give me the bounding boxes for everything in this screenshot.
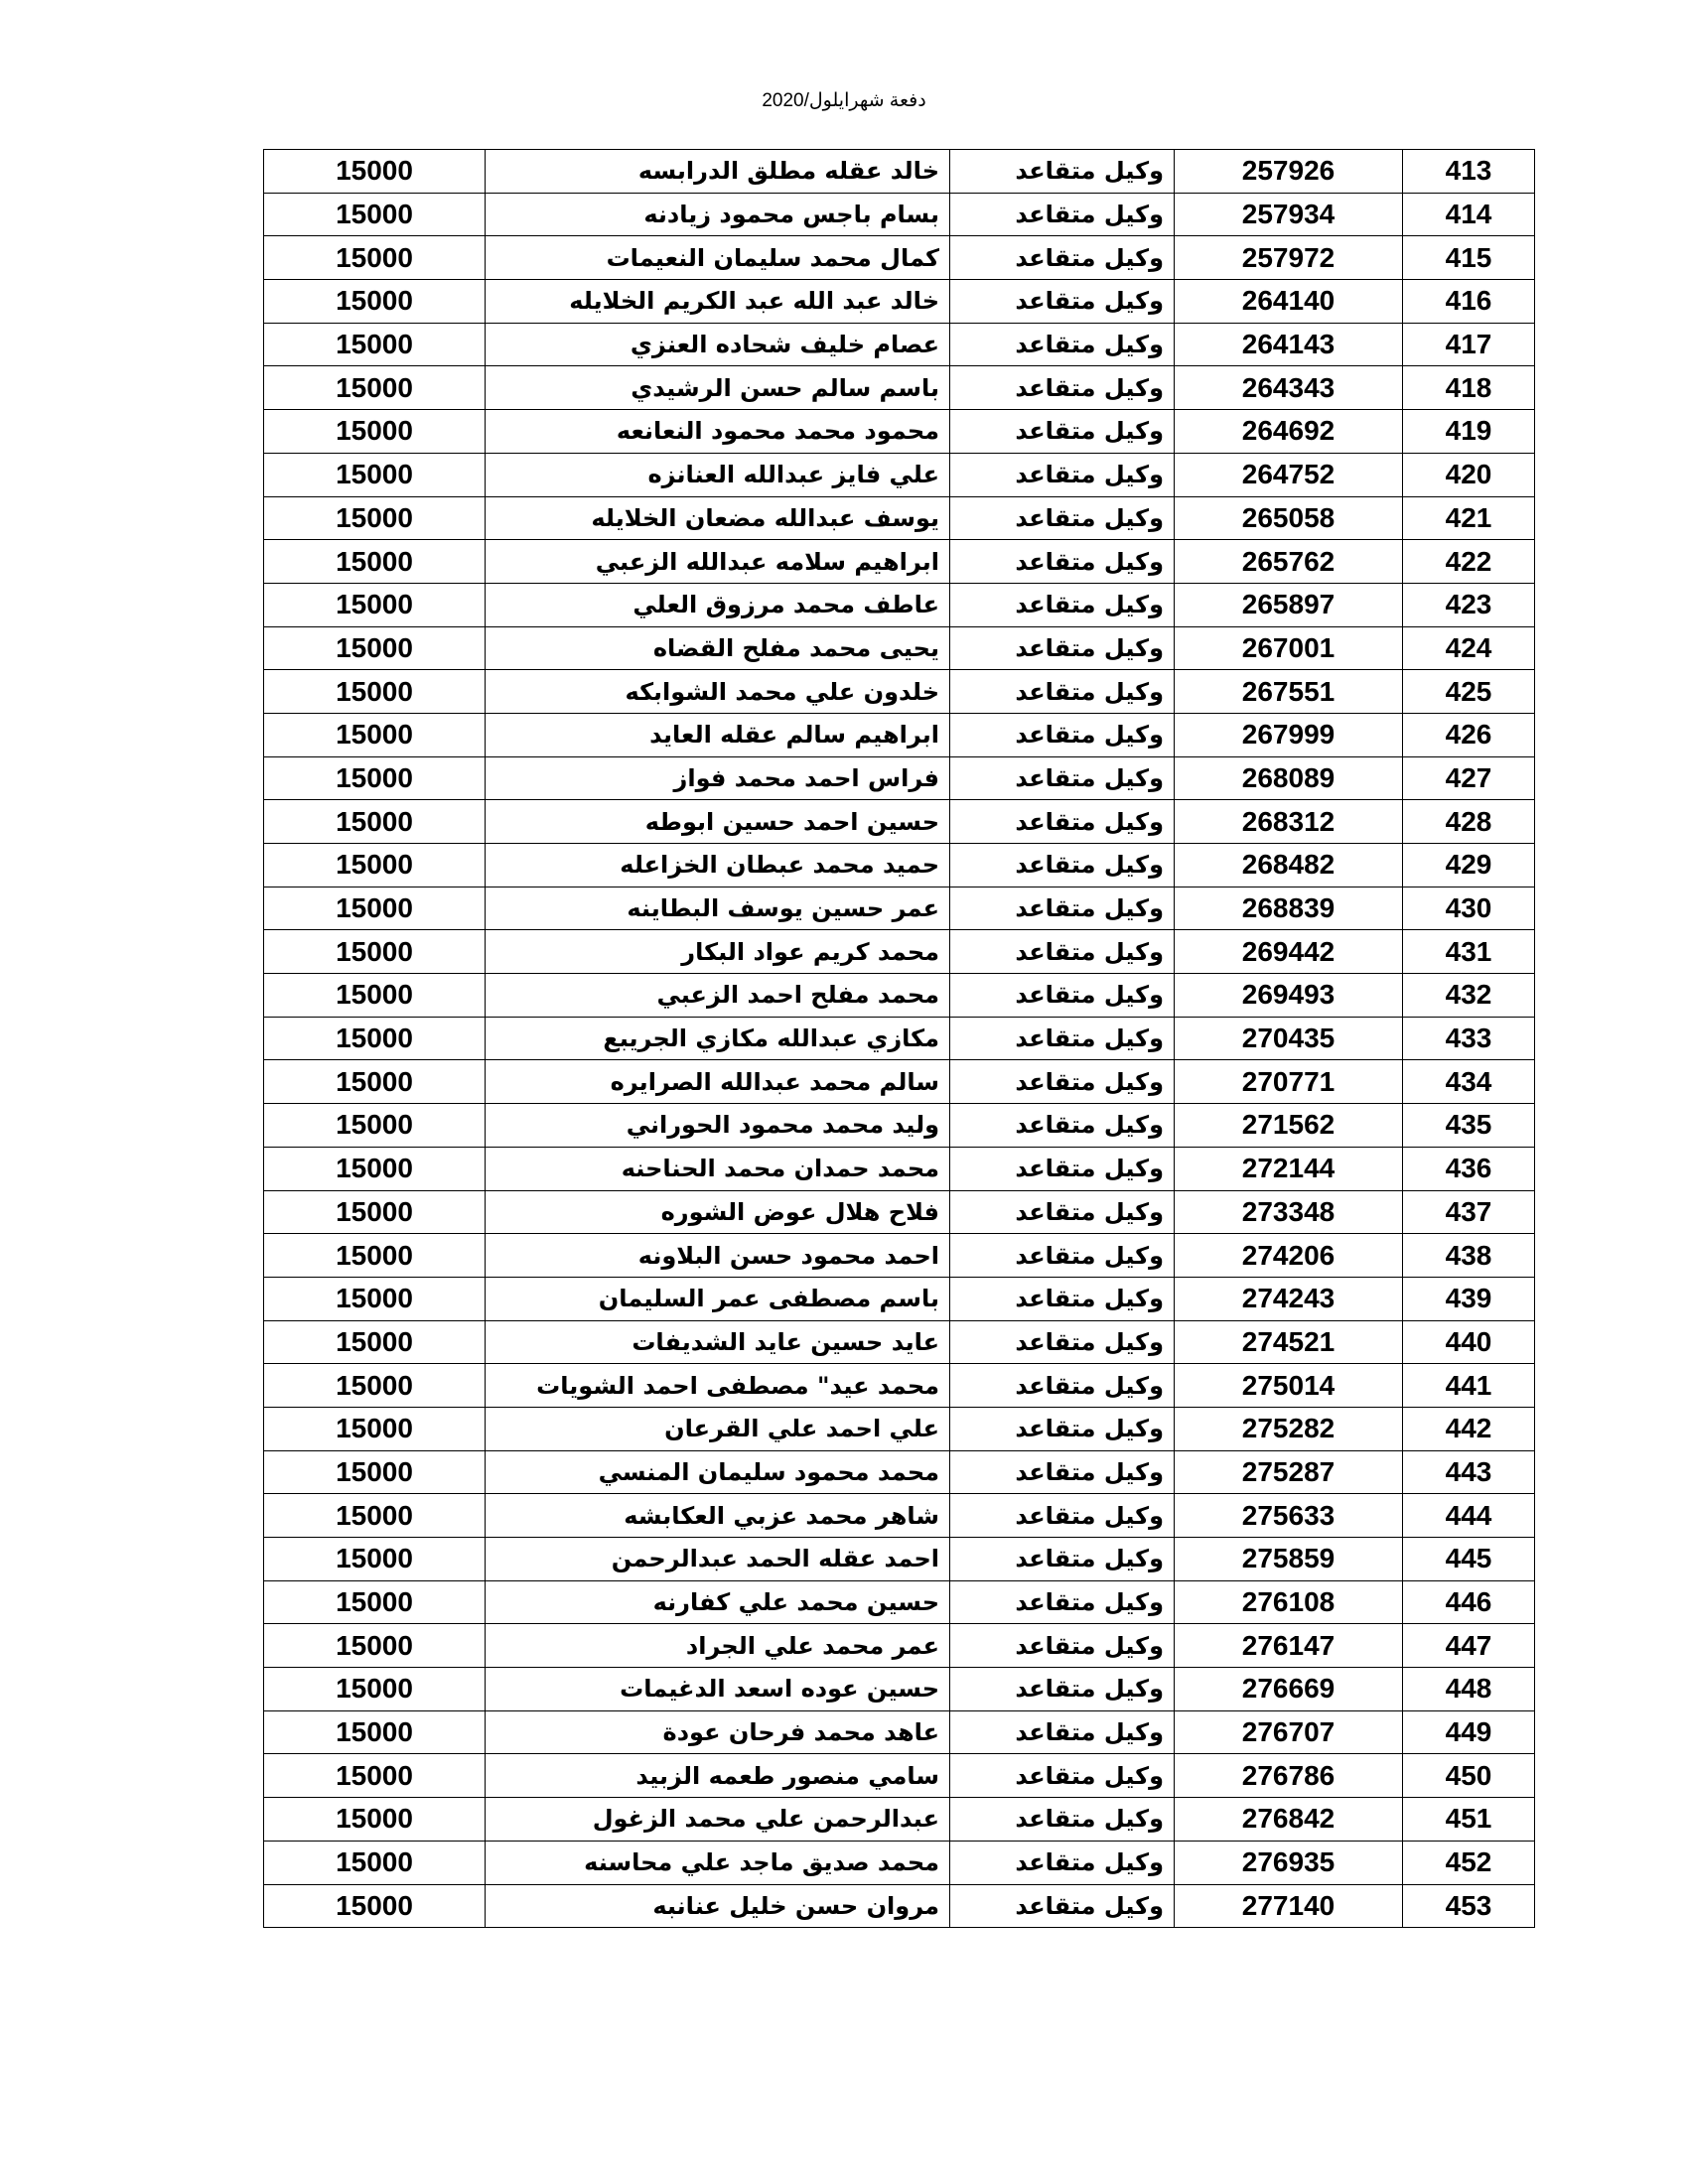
table-row [264,713,1535,756]
row-number-cell: 413 [1403,150,1535,194]
category-cell: وكيل متقاعد [950,540,1175,584]
amount-cell: 15000 [264,583,486,626]
person-name-cell: حسين عوده اسعد الدغيمات [486,1668,950,1711]
category-cell: وكيل متقاعد [950,1494,1175,1538]
id-number-cell: 276669 [1175,1668,1403,1711]
category-cell: وكيل متقاعد [950,1710,1175,1754]
amount-cell: 15000 [264,1147,486,1190]
row-number-cell: 450 [1403,1754,1535,1798]
person-name-cell: باسم سالم حسن الرشيدي [486,366,950,410]
category-cell: وكيل متقاعد [950,887,1175,930]
category-cell: وكيل متقاعد [950,496,1175,540]
amount-cell: 15000 [264,887,486,930]
amount-cell: 15000 [264,800,486,844]
id-number-cell: 273348 [1175,1190,1403,1234]
category-cell: وكيل متقاعد [950,1104,1175,1148]
category-cell: وكيل متقاعد [950,670,1175,714]
person-name-cell: خلدون علي محمد الشوابكه [486,670,950,714]
id-number-cell: 274243 [1175,1277,1403,1320]
table-row [264,1277,1535,1320]
category-cell: وكيل متقاعد [950,1841,1175,1884]
category-cell: وكيل متقاعد [950,453,1175,496]
amount-cell: 15000 [264,1538,486,1581]
row-number-cell: 452 [1403,1841,1535,1884]
id-number-cell: 257934 [1175,193,1403,236]
row-number-cell: 448 [1403,1668,1535,1711]
amount-cell: 15000 [264,1234,486,1278]
category-cell: وكيل متقاعد [950,1884,1175,1928]
person-name-cell: كمال محمد سليمان النعيمات [486,236,950,280]
row-number-cell: 423 [1403,583,1535,626]
row-number-cell: 437 [1403,1190,1535,1234]
category-cell: وكيل متقاعد [950,323,1175,366]
row-number-cell: 426 [1403,713,1535,756]
person-name-cell: باسم مصطفى عمر السليمان [486,1277,950,1320]
row-number-cell: 435 [1403,1104,1535,1148]
amount-cell: 15000 [264,150,486,194]
id-number-cell: 265058 [1175,496,1403,540]
id-number-cell: 264143 [1175,323,1403,366]
id-number-cell: 268089 [1175,756,1403,800]
row-number-cell: 424 [1403,626,1535,670]
id-number-cell: 267999 [1175,713,1403,756]
person-name-cell: عاطف محمد مرزوق العلي [486,583,950,626]
amount-cell: 15000 [264,496,486,540]
amount-cell: 15000 [264,280,486,324]
table-row [264,1538,1535,1581]
amount-cell: 15000 [264,1668,486,1711]
person-name-cell: ابراهيم سالم عقله العايد [486,713,950,756]
person-name-cell: عمر محمد علي الجراد [486,1624,950,1668]
id-number-cell: 276842 [1175,1798,1403,1842]
person-name-cell: علي احمد علي القرعان [486,1407,950,1450]
table-row [264,1017,1535,1060]
amount-cell: 15000 [264,844,486,887]
id-number-cell: 274206 [1175,1234,1403,1278]
table-row [264,800,1535,844]
person-name-cell: احمد عقله الحمد عبدالرحمن [486,1538,950,1581]
row-number-cell: 416 [1403,280,1535,324]
category-cell: وكيل متقاعد [950,1234,1175,1278]
amount-cell: 15000 [264,1798,486,1842]
amount-cell: 15000 [264,1450,486,1494]
table-row [264,626,1535,670]
table-row [264,1668,1535,1711]
person-name-cell: محمد صديق ماجد علي محاسنه [486,1841,950,1884]
category-cell: وكيل متقاعد [950,280,1175,324]
amount-cell: 15000 [264,1364,486,1408]
row-number-cell: 451 [1403,1798,1535,1842]
table-row [264,1234,1535,1278]
person-name-cell: حسين احمد حسين ابوطه [486,800,950,844]
amount-cell: 15000 [264,930,486,974]
id-number-cell: 275014 [1175,1364,1403,1408]
amount-cell: 15000 [264,713,486,756]
row-number-cell: 418 [1403,366,1535,410]
person-name-cell: فراس احمد محمد فواز [486,756,950,800]
row-number-cell: 447 [1403,1624,1535,1668]
payment-table [263,149,1535,1928]
payment-table-body [264,150,1535,1928]
person-name-cell: محمد عيد" مصطفى احمد الشويات [486,1364,950,1408]
person-name-cell: محمد مفلح احمد الزعبي [486,974,950,1018]
category-cell: وكيل متقاعد [950,1407,1175,1450]
amount-cell: 15000 [264,366,486,410]
row-number-cell: 440 [1403,1320,1535,1364]
table-row [264,1884,1535,1928]
id-number-cell: 269442 [1175,930,1403,974]
category-cell: وكيل متقاعد [950,150,1175,194]
id-number-cell: 276707 [1175,1710,1403,1754]
category-cell: وكيل متقاعد [950,193,1175,236]
person-name-cell: سالم محمد عبدالله الصرايره [486,1060,950,1104]
table-row [264,1841,1535,1884]
table-row [264,1190,1535,1234]
category-cell: وكيل متقاعد [950,1450,1175,1494]
amount-cell: 15000 [264,193,486,236]
id-number-cell: 275859 [1175,1538,1403,1581]
category-cell: وكيل متقاعد [950,930,1175,974]
category-cell: وكيل متقاعد [950,1364,1175,1408]
id-number-cell: 265762 [1175,540,1403,584]
id-number-cell: 277140 [1175,1884,1403,1928]
row-number-cell: 434 [1403,1060,1535,1104]
id-number-cell: 257972 [1175,236,1403,280]
table-row [264,323,1535,366]
category-cell: وكيل متقاعد [950,1060,1175,1104]
amount-cell: 15000 [264,756,486,800]
id-number-cell: 272144 [1175,1147,1403,1190]
category-cell: وكيل متقاعد [950,1538,1175,1581]
table-row [264,844,1535,887]
table-row [264,1710,1535,1754]
row-number-cell: 425 [1403,670,1535,714]
id-number-cell: 274521 [1175,1320,1403,1364]
amount-cell: 15000 [264,1407,486,1450]
table-row [264,583,1535,626]
person-name-cell: خالد عقله مطلق الدرابسه [486,150,950,194]
table-row [264,150,1535,194]
row-number-cell: 438 [1403,1234,1535,1278]
id-number-cell: 276108 [1175,1580,1403,1624]
amount-cell: 15000 [264,1017,486,1060]
category-cell: وكيل متقاعد [950,974,1175,1018]
id-number-cell: 276935 [1175,1841,1403,1884]
category-cell: وكيل متقاعد [950,1017,1175,1060]
person-name-cell: عبدالرحمن علي محمد الزغول [486,1798,950,1842]
table-row [264,670,1535,714]
table-row [264,974,1535,1018]
amount-cell: 15000 [264,1841,486,1884]
id-number-cell: 268839 [1175,887,1403,930]
person-name-cell: عمر حسين يوسف البطاينه [486,887,950,930]
person-name-cell: محمد حمدان محمد الحناحنه [486,1147,950,1190]
id-number-cell: 275282 [1175,1407,1403,1450]
row-number-cell: 415 [1403,236,1535,280]
category-cell: وكيل متقاعد [950,366,1175,410]
table-row [264,453,1535,496]
id-number-cell: 270771 [1175,1060,1403,1104]
person-name-cell: احمد محمود حسن البلاونه [486,1234,950,1278]
table-row [264,1407,1535,1450]
table-row [264,930,1535,974]
person-name-cell: محمد كريم عواد البكار [486,930,950,974]
amount-cell: 15000 [264,1754,486,1798]
table-row [264,1450,1535,1494]
table-row [264,496,1535,540]
amount-cell: 15000 [264,1104,486,1148]
category-cell: وكيل متقاعد [950,1668,1175,1711]
table-row [264,1320,1535,1364]
id-number-cell: 275287 [1175,1450,1403,1494]
amount-cell: 15000 [264,1494,486,1538]
person-name-cell: عاهد محمد فرحان عودة [486,1710,950,1754]
person-name-cell: علي فايز عبدالله العنانزه [486,453,950,496]
id-number-cell: 269493 [1175,974,1403,1018]
category-cell: وكيل متقاعد [950,1277,1175,1320]
row-number-cell: 441 [1403,1364,1535,1408]
row-number-cell: 422 [1403,540,1535,584]
row-number-cell: 428 [1403,800,1535,844]
person-name-cell: عصام خليف شحاده العنزي [486,323,950,366]
row-number-cell: 446 [1403,1580,1535,1624]
row-number-cell: 414 [1403,193,1535,236]
person-name-cell: وليد محمد محمود الحوراني [486,1104,950,1148]
person-name-cell: شاهر محمد عزبي العكابشه [486,1494,950,1538]
id-number-cell: 265897 [1175,583,1403,626]
row-number-cell: 429 [1403,844,1535,887]
category-cell: وكيل متقاعد [950,1580,1175,1624]
category-cell: وكيل متقاعد [950,1147,1175,1190]
amount-cell: 15000 [264,410,486,454]
row-number-cell: 449 [1403,1710,1535,1754]
row-number-cell: 445 [1403,1538,1535,1581]
amount-cell: 15000 [264,1624,486,1668]
amount-cell: 15000 [264,1320,486,1364]
category-cell: وكيل متقاعد [950,236,1175,280]
category-cell: وكيل متقاعد [950,1798,1175,1842]
person-name-cell: محمود محمد محمود النعانعه [486,410,950,454]
amount-cell: 15000 [264,1060,486,1104]
category-cell: وكيل متقاعد [950,713,1175,756]
amount-cell: 15000 [264,1277,486,1320]
person-name-cell: محمد محمود سليمان المنسي [486,1450,950,1494]
amount-cell: 15000 [264,974,486,1018]
id-number-cell: 264692 [1175,410,1403,454]
table-row [264,1798,1535,1842]
amount-cell: 15000 [264,1884,486,1928]
table-row [264,1364,1535,1408]
row-number-cell: 427 [1403,756,1535,800]
row-number-cell: 421 [1403,496,1535,540]
id-number-cell: 267001 [1175,626,1403,670]
id-number-cell: 267551 [1175,670,1403,714]
id-number-cell: 257926 [1175,150,1403,194]
row-number-cell: 420 [1403,453,1535,496]
row-number-cell: 433 [1403,1017,1535,1060]
row-number-cell: 439 [1403,1277,1535,1320]
table-row [264,410,1535,454]
table-row [264,756,1535,800]
table-row [264,1104,1535,1148]
category-cell: وكيل متقاعد [950,1754,1175,1798]
category-cell: وكيل متقاعد [950,1190,1175,1234]
table-row [264,887,1535,930]
amount-cell: 15000 [264,670,486,714]
table-row [264,540,1535,584]
table-row [264,1060,1535,1104]
table-row [264,1754,1535,1798]
id-number-cell: 264752 [1175,453,1403,496]
person-name-cell: يحيى محمد مفلح القضاه [486,626,950,670]
person-name-cell: مروان حسن خليل عنانبه [486,1884,950,1928]
category-cell: وكيل متقاعد [950,1624,1175,1668]
category-cell: وكيل متقاعد [950,844,1175,887]
amount-cell: 15000 [264,540,486,584]
id-number-cell: 276786 [1175,1754,1403,1798]
id-number-cell: 264343 [1175,366,1403,410]
id-number-cell: 270435 [1175,1017,1403,1060]
table-row [264,1624,1535,1668]
row-number-cell: 436 [1403,1147,1535,1190]
person-name-cell: مكازي عبدالله مكازي الجريبع [486,1017,950,1060]
category-cell: وكيل متقاعد [950,1320,1175,1364]
table-row [264,193,1535,236]
row-number-cell: 453 [1403,1884,1535,1928]
amount-cell: 15000 [264,1710,486,1754]
row-number-cell: 431 [1403,930,1535,974]
amount-cell: 15000 [264,236,486,280]
amount-cell: 15000 [264,626,486,670]
row-number-cell: 417 [1403,323,1535,366]
person-name-cell: سامي منصور طعمه الزبيد [486,1754,950,1798]
row-number-cell: 430 [1403,887,1535,930]
id-number-cell: 275633 [1175,1494,1403,1538]
person-name-cell: بسام باجس محمود زيادنه [486,193,950,236]
person-name-cell: حميد محمد عبطان الخزاعله [486,844,950,887]
table-row [264,1580,1535,1624]
row-number-cell: 443 [1403,1450,1535,1494]
page-title: دفعة شهرايلول/2020 [762,90,926,111]
amount-cell: 15000 [264,1190,486,1234]
amount-cell: 15000 [264,1580,486,1624]
amount-cell: 15000 [264,453,486,496]
category-cell: وكيل متقاعد [950,626,1175,670]
person-name-cell: عايد حسين عايد الشديفات [486,1320,950,1364]
person-name-cell: حسين محمد علي كفارنه [486,1580,950,1624]
row-number-cell: 432 [1403,974,1535,1018]
person-name-cell: خالد عبد الله عبد الكريم الخلايله [486,280,950,324]
table-row [264,236,1535,280]
id-number-cell: 268312 [1175,800,1403,844]
category-cell: وكيل متقاعد [950,800,1175,844]
person-name-cell: فلاح هلال عوض الشوره [486,1190,950,1234]
category-cell: وكيل متقاعد [950,756,1175,800]
person-name-cell: يوسف عبدالله مضعان الخلايله [486,496,950,540]
id-number-cell: 268482 [1175,844,1403,887]
id-number-cell: 276147 [1175,1624,1403,1668]
amount-cell: 15000 [264,323,486,366]
category-cell: وكيل متقاعد [950,583,1175,626]
table-row [264,280,1535,324]
id-number-cell: 271562 [1175,1104,1403,1148]
row-number-cell: 444 [1403,1494,1535,1538]
person-name-cell: ابراهيم سلامه عبدالله الزعبي [486,540,950,584]
row-number-cell: 442 [1403,1407,1535,1450]
table-row [264,1147,1535,1190]
table-row [264,1494,1535,1538]
id-number-cell: 264140 [1175,280,1403,324]
category-cell: وكيل متقاعد [950,410,1175,454]
table-row [264,366,1535,410]
row-number-cell: 419 [1403,410,1535,454]
